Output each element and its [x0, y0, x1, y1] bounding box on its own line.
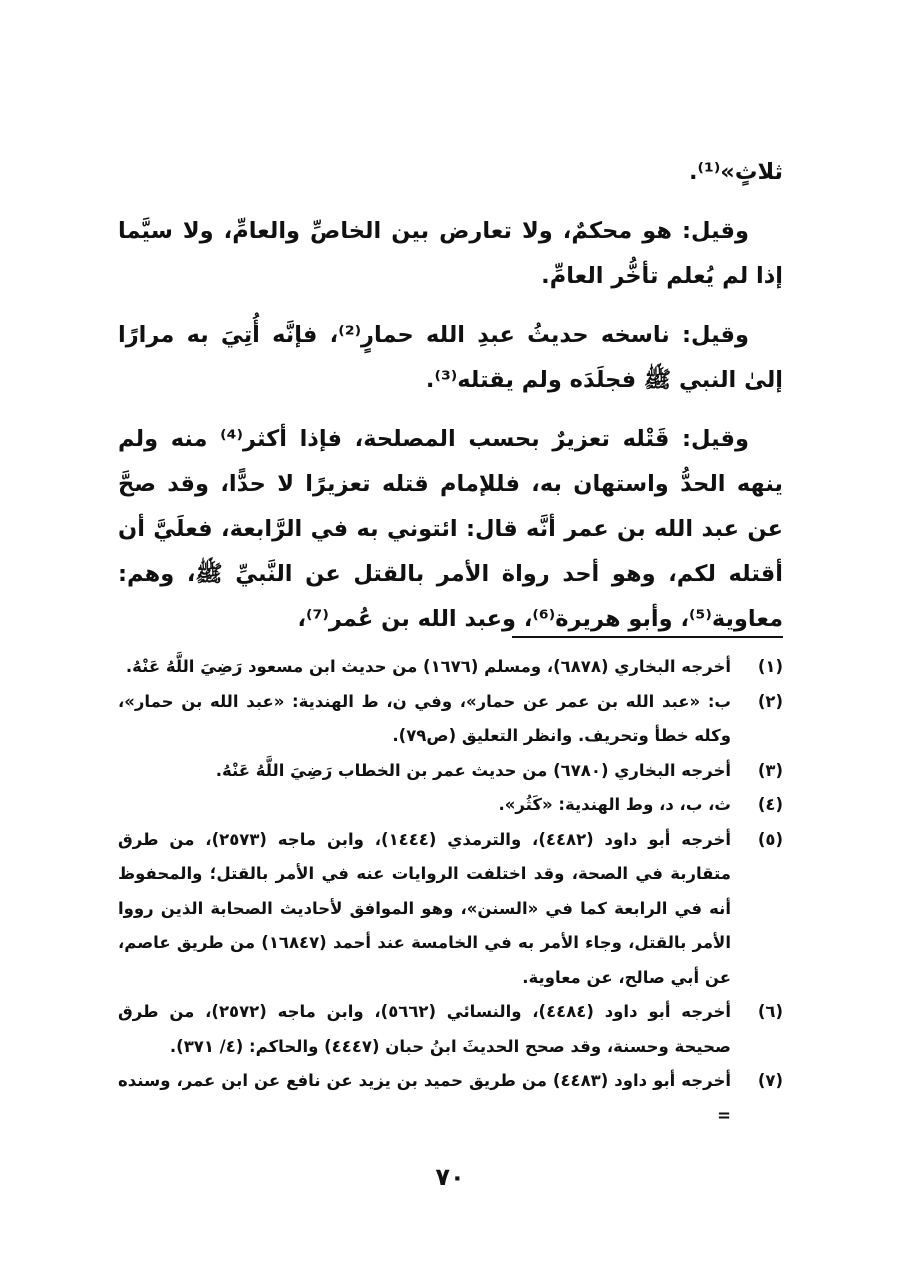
- footnote-text: أخرجه أبو داود (٤٤٨٣) من طريق حميد بن يزيد عن نافع عن ابن عمر، وسنده =: [118, 1071, 731, 1125]
- footnote-text: ب: «عبد الله بن عمر عن حمار»، وفي ن، ط الهندية: «عبد الله بن حمار»، وكله خطأ وتحريف. وانظر التعليق (ص٧٩).: [118, 691, 731, 745]
- body-paragraph: وقيل: قَتْله تعزيرٌ بحسب المصلحة، فإذا أكثر⁽⁴⁾ منه ولم ينهه الحدُّ واستهان به، فللإمام قتله تعزيرًا لا حدًّا، وقد صحَّ عن عبد الله بن عمر أنَّه قال: ائتوني به في الرَّابعة، فعلَيَّ أن أقتله لكم، وهو أحد رواة الأمر بالقتل عن النَّبيِّ ﷺ، وهم: معاوية⁽⁵⁾، وأبو هريرة⁽⁶⁾، وعبد الله بن عُمر⁽⁷⁾،: [118, 426, 783, 632]
- footnote-number: (١): [757, 657, 783, 676]
- footnote-number: (٧): [757, 1071, 783, 1090]
- footnote-item: [118, 685, 783, 754]
- footnote-item: [118, 823, 783, 996]
- footnote-number: (٤): [757, 795, 783, 814]
- footnote-separator: [512, 636, 783, 638]
- footnote-item: [118, 788, 783, 823]
- footnotes: [118, 650, 783, 1133]
- footnote-text: ث، ب، د، وط الهندية: «كَثُر».: [498, 795, 731, 814]
- footnote-item: [118, 754, 783, 789]
- footnote-item: [118, 1064, 783, 1133]
- footnote-text: أخرجه البخاري (٦٧٨٠) من حديث عمر بن الخطاب رَضِيَ اللَّهُ عَنْهُ.: [215, 760, 731, 780]
- footnote-text: أخرجه أبو داود (٤٤٨٢)، والترمذي (١٤٤٤)، وابن ماجه (٢٥٧٣)، من طرق متقاربة في الصحة، وقد اختلفت الروايات عنه في الأمر بالقتل؛ والمحفوظ أنه في الرابعة كما في «السنن»، وهو الموافق لأحاديث الصحابة الذين رووا الأمر بالقتل، وجاء الأمر به في الخامسة عند أحمد (١٦٨٤٧) من طريق عاصم، عن أبي صالح، عن معاوية.: [118, 829, 731, 987]
- main-text: [118, 150, 783, 656]
- footnote-text: أخرجه البخاري (٦٨٧٨)، ومسلم (١٦٧٦) من حديث ابن مسعود رَضِيَ اللَّهُ عَنْهُ.: [125, 657, 731, 676]
- footnote-item: [118, 995, 783, 1064]
- page-number: ٧٠: [435, 1163, 465, 1191]
- footnote-number: (٢): [757, 691, 783, 711]
- footnote-number: (٦): [757, 1002, 783, 1021]
- footnote-number: (٥): [757, 829, 783, 849]
- body-paragraph: وقيل: هو محكمٌ، ولا تعارض بين الخاصِّ والعامِّ، ولا سيَّما إذا لم يُعلم تأخُّر العامِّ.: [118, 218, 783, 289]
- footnote-number: (٣): [757, 760, 783, 780]
- body-paragraph: ثلاثٍ»⁽¹⁾.: [688, 159, 783, 185]
- footnote-text: أخرجه أبو داود (٤٤٨٤)، والنسائي (٥٦٦٢)، وابن ماجه (٢٥٧٢)، من طرق صحيحة وحسنة، وقد صحح الحديثَ ابنُ حبان (٤٤٤٧) والحاكم: (٤/ ٣٧١).: [118, 1002, 731, 1056]
- footnote-item: [118, 650, 783, 685]
- body-paragraph: وقيل: ناسخه حديثُ عبدِ الله حمارٍ⁽²⁾، فإنَّه أُتِيَ به مرارًا إلىٰ النبي ﷺ فجلَدَه ولم يقتله⁽³⁾.: [118, 322, 783, 393]
